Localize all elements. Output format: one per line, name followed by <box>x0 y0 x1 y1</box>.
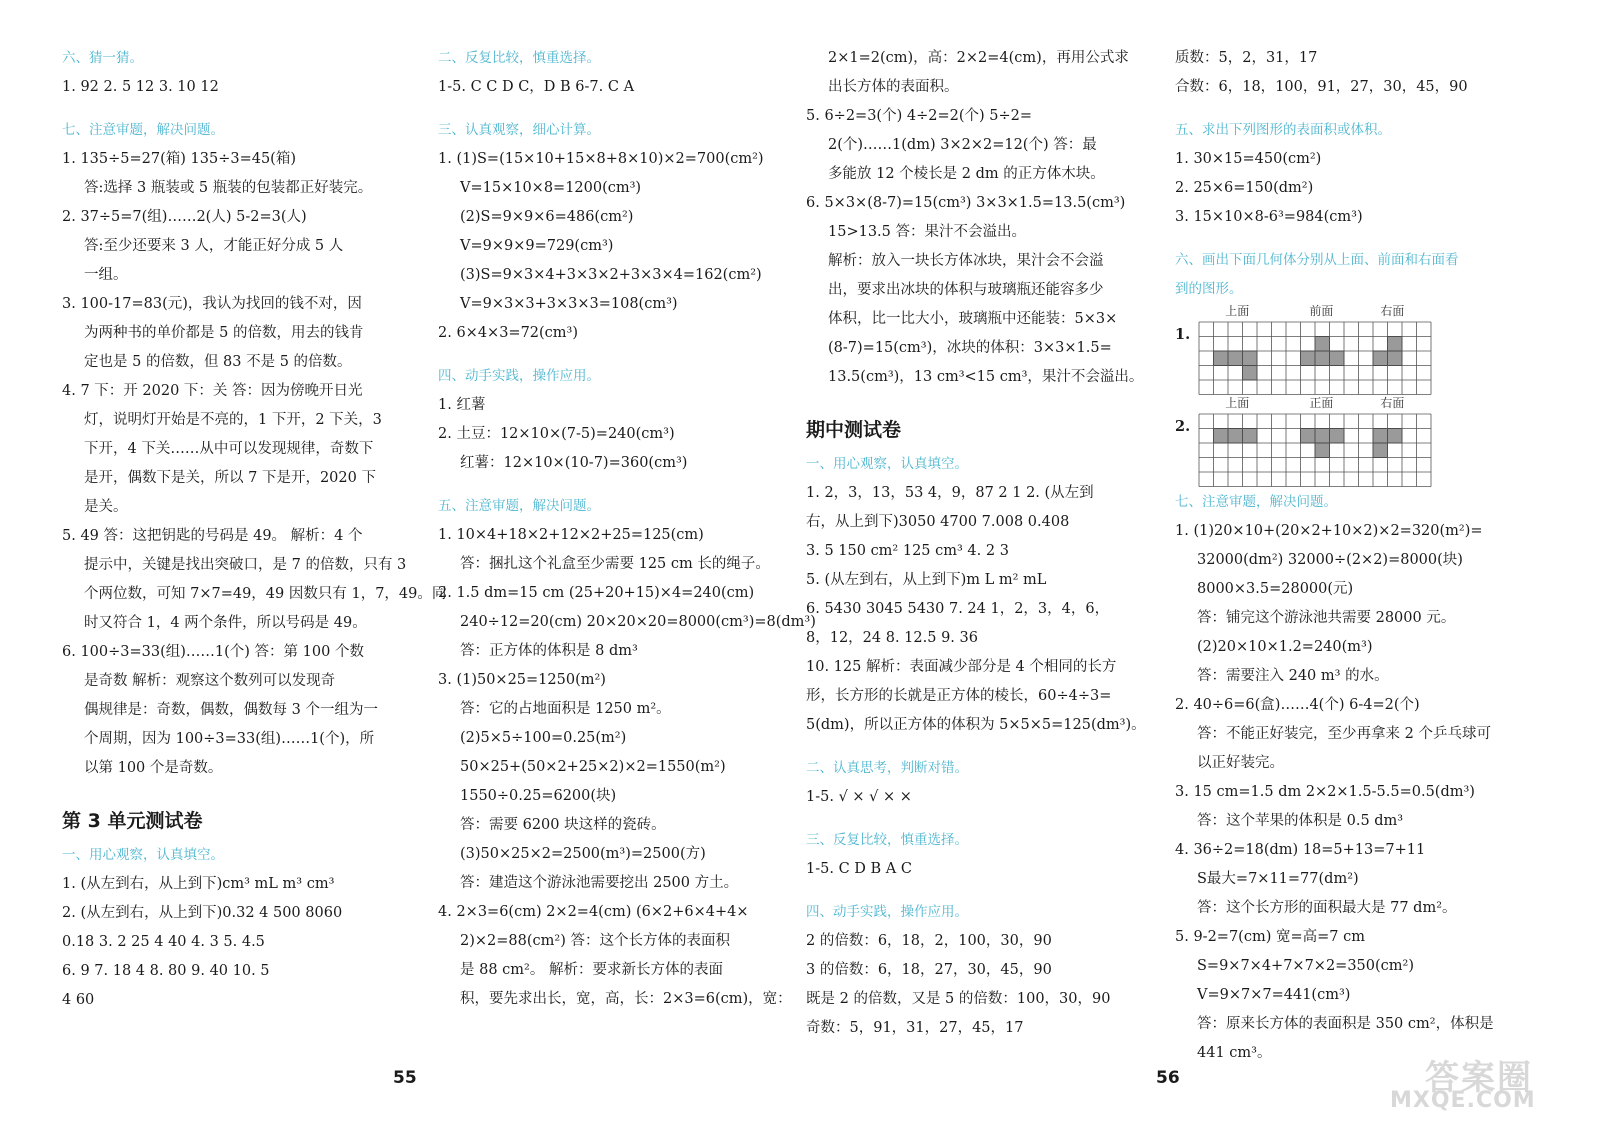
answer-line: 2. (从左到右，从上到下)0.32 4 500 8060 <box>62 905 343 921</box>
shaded-cell <box>1301 351 1316 366</box>
answer-line: V=9×7×7=441(cm³) <box>1197 987 1351 1003</box>
shaded-cell <box>1373 351 1388 366</box>
answer-line: 4. 2×3=6(cm) 2×2=4(cm) (6×2+6×4+4× <box>438 904 749 920</box>
shaded-cell <box>1214 351 1229 366</box>
shaded-cell <box>1315 337 1330 352</box>
grid-label: 右面 <box>1380 396 1405 410</box>
answer-line: 6. 5430 3045 5430 7. 24 1，2，3，4，6， <box>806 601 1110 617</box>
shaded-cell <box>1228 429 1243 444</box>
answer-line: 2(个)……1(dm) 3×2×2=12(个) 答：最 <box>828 137 1097 153</box>
answer-line: 出长方体的表面积。 <box>828 79 959 95</box>
answer-line: (3)50×25×2=2500(m³)=2500(方) <box>460 846 706 862</box>
answer-line: 4. 7 下：开 2020 下：关 答：因为傍晚开日光 <box>62 383 363 399</box>
column-4-top <box>1175 44 1545 304</box>
answer-line: 答：原来长方体的表面积是 350 cm²，体积是 <box>1197 1016 1494 1032</box>
shaded-cell <box>1388 429 1403 444</box>
answer-line: 50×25+(50×2+25×2)×2=1550(m²) <box>460 759 726 775</box>
answer-line: 5. 49 答：这把钥匙的号码是 49。 解析：4 个 <box>62 528 363 544</box>
answer-line: 1. (1)S=(15×10+15×8+8×10)×2=700(cm²) <box>438 151 764 167</box>
answer-line: 2. 25×6=150(dm²) <box>1175 180 1314 196</box>
answer-line: 灯，说明灯开始是不亮的，1 下开，2 下关，3 <box>84 412 382 428</box>
section-heading: 二、反复比较，慎重选择。 <box>438 50 600 66</box>
grid-label: 上面 <box>1225 304 1250 318</box>
grid-svg <box>1175 396 1435 491</box>
answer-line: 答：铺完这个游泳池共需要 28000 元。 <box>1197 610 1456 626</box>
answer-line: S=9×7×4+7×7×2=350(cm²) <box>1197 958 1415 974</box>
answer-line: 答：建造这个游泳池需要挖出 2500 方土。 <box>460 875 739 891</box>
answer-line: 个两位数，可知 7×7=49，49 因数只有 1，7，49。同 <box>84 586 447 602</box>
answer-line: 1-5. C C D C，D B 6-7. C A <box>438 79 635 95</box>
answer-line: 答：这个长方形的面积最大是 77 dm²。 <box>1197 900 1457 916</box>
test-title: 期中测试卷 <box>806 419 902 441</box>
answer-line: 答：不能正好装完，至少再拿来 2 个乒乓球可 <box>1197 726 1491 742</box>
answer-line: 8，12，24 8. 12.5 9. 36 <box>806 630 978 646</box>
answer-line: 是开，偶数下是关，所以 7 下是开，2020 下 <box>84 470 376 486</box>
answer-line: 0.18 3. 2 25 4 40 4. 3 5. 4.5 <box>62 934 265 950</box>
answer-line: 个周期，因为 100÷3=33(组)……1(个)，所 <box>84 731 375 747</box>
column-1 <box>62 44 447 1015</box>
answer-line: 1. 92 2. 5 12 3. 10 12 <box>62 79 219 95</box>
answer-line: 1. 红薯 <box>438 397 486 413</box>
shaded-cell <box>1301 429 1316 444</box>
answer-line: (2)S=9×9×6=486(cm²) <box>460 209 634 225</box>
answer-line: 奇数：5，91，31，27，45，17 <box>806 1020 1024 1036</box>
answer-line: V=15×10×8=1200(cm³) <box>460 180 642 196</box>
answer-line: 是奇数 解析：观察这个数列可以发现奇 <box>84 673 336 689</box>
section-heading: 七、注意审题，解决问题。 <box>62 122 224 138</box>
answer-line: 答:选择 3 瓶装或 5 瓶装的包装都正好装完。 <box>84 180 373 196</box>
answer-line: 1550÷0.25=6200(块) <box>460 788 617 804</box>
answer-line: 5. 6÷2=3(个) 4÷2=2(个) 5÷2= <box>806 108 1032 124</box>
section-heading: 到的图形。 <box>1175 281 1243 297</box>
answer-line: 右，从上到下)3050 4700 7.008 0.408 <box>806 514 1070 530</box>
answer-line: 答：这个苹果的体积是 0.5 dm³ <box>1197 813 1404 829</box>
answer-line: 答：捆扎这个礼盒至少需要 125 cm 长的绳子。 <box>460 556 770 572</box>
section-heading: 三、反复比较，慎重选择。 <box>806 832 968 848</box>
answer-line: 1. 30×15=450(cm²) <box>1175 151 1322 167</box>
answer-line: 出，要求出冰块的体积与玻璃瓶还能容多少 <box>828 282 1104 298</box>
answer-line: (2)20×10×1.2=240(m³) <box>1197 639 1373 655</box>
answer-line: 5. 9-2=7(cm) 宽=高=7 cm <box>1175 929 1365 945</box>
section-heading: 四、动手实践，操作应用。 <box>806 904 968 920</box>
answer-line: 解析：放入一块长方体冰块，果汁会不会溢 <box>828 253 1104 269</box>
answer-line: 1. (从左到右，从上到下)cm³ mL m³ cm³ <box>62 876 335 892</box>
answer-line: 6. 5×3×(8-7)=15(cm³) 3×3×1.5=13.5(cm³) <box>806 195 1126 211</box>
answer-line: 1-5. √ × √ × × <box>806 789 912 805</box>
answer-line: 以正好装完。 <box>1197 755 1284 771</box>
answer-line: 多能放 12 个棱长是 2 dm 的正方体木块。 <box>828 166 1105 182</box>
section-heading: 一、用心观察，认真填空。 <box>62 847 224 863</box>
answer-line: 2×1=2(cm)，高：2×2=4(cm)，再用公式求 <box>828 50 1129 66</box>
answer-line: S最大=7×11=77(dm²) <box>1197 871 1359 887</box>
shaded-cell <box>1388 351 1403 366</box>
answer-line: 2. 1.5 dm=15 cm (25+20+15)×4=240(cm) <box>438 585 755 601</box>
answer-line: 10. 125 解析：表面减少部分是 4 个相同的长方 <box>806 659 1117 675</box>
shaded-cell <box>1330 429 1345 444</box>
shaded-cell <box>1315 443 1330 458</box>
section-heading: 五、注意审题，解决问题。 <box>438 498 600 514</box>
section-heading: 一、用心观察，认真填空。 <box>806 456 968 472</box>
answer-line: 3. 15 cm=1.5 dm 2×2×1.5-5.5=0.5(dm³) <box>1175 784 1475 800</box>
answer-line: 答：需要 6200 块这样的瓷砖。 <box>460 817 666 833</box>
answer-line: 3. 15×10×8-6³=984(cm³) <box>1175 209 1363 225</box>
answer-line: 提示中，关键是找出突破口，是 7 的倍数，只有 3 <box>84 557 407 573</box>
column-2 <box>438 44 816 1014</box>
answer-line: 2 的倍数：6，18，2，100，30，90 <box>806 933 1052 949</box>
shaded-cell <box>1315 429 1330 444</box>
answer-line: 240÷12=20(cm) 20×20×20=8000(cm³)=8(dm³) <box>460 614 816 630</box>
answer-line: 答：需要注入 240 m³ 的水。 <box>1197 668 1389 684</box>
answer-line: 质数：5，2，31，17 <box>1175 50 1318 66</box>
view-grid-2 <box>1175 396 1545 488</box>
watermark-text: 答案圈 <box>1425 1058 1533 1098</box>
answer-line: (3)S=9×3×4+3×3×2+3×3×4=162(cm²) <box>460 267 762 283</box>
answer-line: 13.5(cm³)，13 cm³<15 cm³，果汁不会溢出。 <box>828 369 1144 385</box>
shaded-cell <box>1330 351 1345 366</box>
answer-line: 偶规律是：奇数，偶数，偶数每 3 个一组为一 <box>84 702 378 718</box>
grid-label: 正面 <box>1309 396 1334 410</box>
answer-line: 4 60 <box>62 992 95 1008</box>
view-grids <box>1175 304 1545 488</box>
shaded-cell <box>1214 429 1229 444</box>
answer-line: 4. 36÷2=18(dm) 18=5+13=7+11 <box>1175 842 1426 858</box>
grid-label: 前面 <box>1309 304 1334 318</box>
shaded-cell <box>1373 429 1388 444</box>
answer-line: 答：它的占地面积是 1250 m²。 <box>460 701 671 717</box>
section-heading: 三、认真观察，细心计算。 <box>438 122 600 138</box>
answer-line: 32000(dm²) 32000÷(2×2)=8000(块) <box>1197 552 1463 568</box>
answer-line: 1-5. C D B A C <box>806 861 912 877</box>
answer-line: 以第 100 个是奇数。 <box>84 760 223 776</box>
section-heading: 五、求出下列图形的表面积或体积。 <box>1175 122 1391 138</box>
answer-line: 5. (从左到右，从上到下)m L m² mL <box>806 572 1047 588</box>
answer-line: 5(dm)，所以正方体的体积为 5×5×5=125(dm³)。 <box>806 717 1146 733</box>
answer-line: 答：正方体的体积是 8 dm³ <box>460 643 638 659</box>
answer-line: V=9×3×3+3×3×3=108(cm³) <box>460 296 678 312</box>
answer-line: 2)×2=88(cm²) 答：这个长方体的表面积 <box>460 933 730 949</box>
answer-line: 3 的倍数：6，18，27，30，45，90 <box>806 962 1052 978</box>
page-number-right: 56 <box>1156 1068 1180 1088</box>
answer-line: 441 cm³。 <box>1197 1045 1272 1061</box>
answer-line: 1. 2，3，13，53 4，9，87 2 1 2. (从左到 <box>806 485 1094 501</box>
answer-line: 既是 2 的倍数，又是 5 的倍数：100，30，90 <box>806 991 1111 1007</box>
shaded-cell <box>1243 366 1258 381</box>
answer-line: 红薯：12×10×(10-7)=360(cm³) <box>460 455 688 471</box>
test-title: 第 3 单元测试卷 <box>62 810 203 832</box>
answer-line: 1. 10×4+18×2+12×2+25=125(cm) <box>438 527 704 543</box>
answer-line: 合数：6，18，100，91，27，30，45，90 <box>1175 79 1468 95</box>
answer-line: 3. 100-17=83(元)，我认为找回的钱不对，因 <box>62 296 362 312</box>
section-heading: 二、认真思考，判断对错。 <box>806 760 968 776</box>
answer-line: 2. 6×4×3=72(cm³) <box>438 325 579 341</box>
shaded-cell <box>1243 429 1258 444</box>
watermark <box>1390 1050 1600 1120</box>
shaded-cell <box>1373 443 1388 458</box>
shaded-cell <box>1388 337 1403 352</box>
section-heading: 七、注意审题，解决问题。 <box>1175 494 1337 510</box>
answer-line: 答:至少还要来 3 人，才能正好分成 5 人 <box>84 238 344 254</box>
column-3 <box>806 44 1146 1043</box>
section-heading: 四、动手实践，操作应用。 <box>438 368 600 384</box>
grid-number: 1. <box>1175 326 1191 343</box>
answer-line: (8-7)=15(cm³)，冰块的体积：3×3×1.5= <box>828 340 1112 356</box>
answer-line: 体积，比一比大小，玻璃瓶中还能装：5×3× <box>828 311 1118 327</box>
answer-line: 时又符合 1，4 两个条件，所以号码是 49。 <box>84 615 367 631</box>
answer-line: 一组。 <box>84 267 128 283</box>
answer-line: 15>13.5 答：果汁不会溢出。 <box>828 224 1026 240</box>
answer-line: V=9×9×9=729(cm³) <box>460 238 614 254</box>
answer-line: 1. 135÷5=27(箱) 135÷3=45(箱) <box>62 151 296 167</box>
shaded-cell <box>1243 351 1258 366</box>
answer-line: 是 88 cm²。 解析：要求新长方体的表面 <box>460 962 723 978</box>
answer-line: 6. 9 7. 18 4 8. 80 9. 40 10. 5 <box>62 963 270 979</box>
view-grid-1 <box>1175 304 1545 396</box>
shaded-cell <box>1315 351 1330 366</box>
answer-line: 形，长方形的长就是正方体的棱长，60÷4÷3= <box>806 688 1112 704</box>
answer-line: 2. 40÷6=6(盒)……4(个) 6-4=2(个) <box>1175 697 1420 713</box>
column-4 <box>1175 44 1545 1068</box>
section-heading: 六、画出下面几何体分别从上面、前面和右面看 <box>1175 252 1459 268</box>
grid-number: 2. <box>1175 418 1191 435</box>
answer-line: 3. 5 150 cm² 125 cm³ 4. 2 3 <box>806 543 1009 559</box>
answer-line: 6. 100÷3=33(组)……1(个) 答：第 100 个数 <box>62 644 364 660</box>
answer-line: 2. 土豆：12×10×(7-5)=240(cm³) <box>438 426 675 442</box>
page-number-left: 55 <box>393 1068 417 1088</box>
answer-line: 8000×3.5=28000(元) <box>1197 581 1354 597</box>
grid-label: 上面 <box>1225 396 1250 410</box>
watermark-url: MXQE.COM <box>1390 1088 1536 1113</box>
grid-label: 右面 <box>1380 304 1405 318</box>
answer-line: 1. (1)20×10+(20×2+10×2)×2=320(m²)= <box>1175 523 1483 539</box>
grid-svg <box>1175 304 1435 399</box>
answer-line: 定也是 5 的倍数，但 83 不是 5 的倍数。 <box>84 354 352 370</box>
column-4-bottom <box>1175 488 1545 1068</box>
answer-line: 3. (1)50×25=1250(m²) <box>438 672 606 688</box>
answer-line: 2. 37÷5=7(组)……2(人) 5-2=3(人) <box>62 209 307 225</box>
answer-line: 下开，4 下关……从中可以发现规律，奇数下 <box>84 441 374 457</box>
answer-line: (2)5×5÷100=0.25(m²) <box>460 730 627 746</box>
answer-line: 是关。 <box>84 499 128 515</box>
answer-line: 为两种书的单价都是 5 的倍数，用去的钱肯 <box>84 325 364 341</box>
answer-line: 积，要先求出长，宽，高，长：2×3=6(cm)，宽： <box>460 991 792 1007</box>
shaded-cell <box>1228 351 1243 366</box>
section-heading: 六、猜一猜。 <box>62 50 143 66</box>
